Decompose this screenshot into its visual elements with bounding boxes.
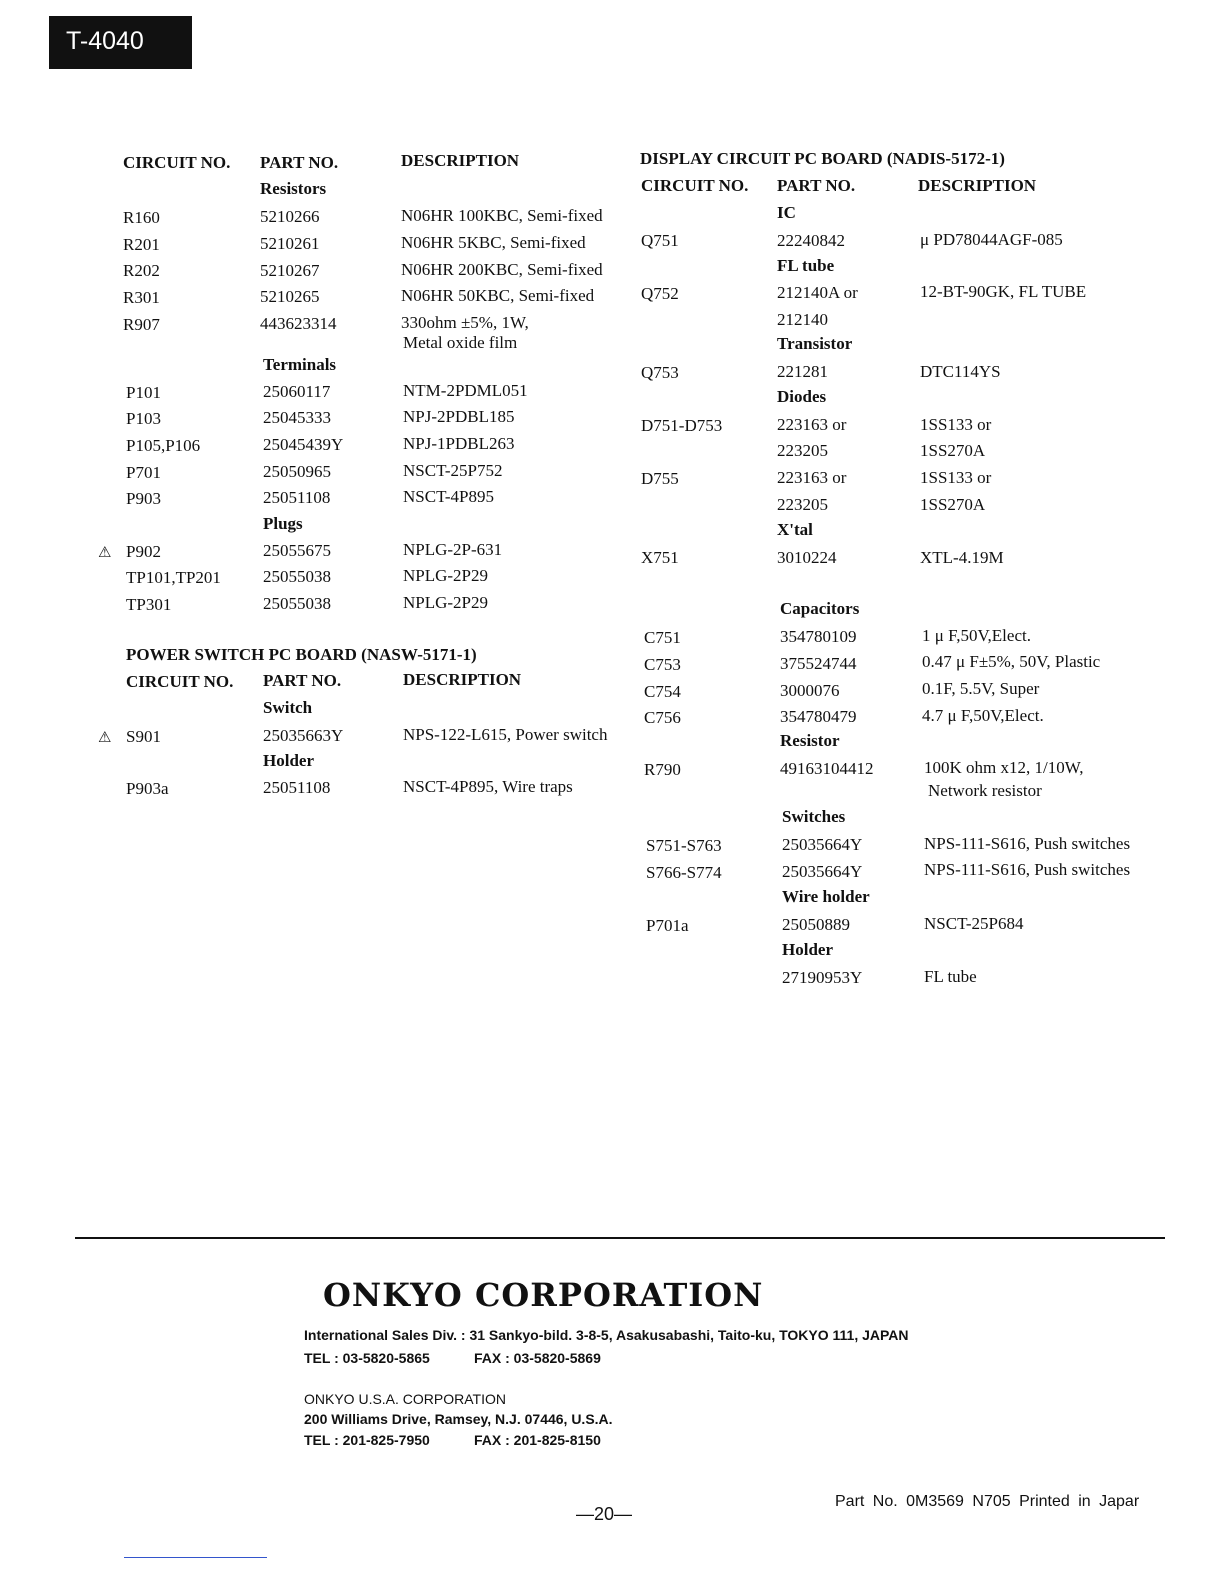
part-no: 25060117 <box>263 382 331 401</box>
description: NSCT-25P684 <box>924 914 1024 933</box>
description: NPJ-1PDBL263 <box>403 434 515 453</box>
part-no: 5210267 <box>260 261 320 280</box>
description: DTC114YS <box>920 362 1001 381</box>
group-title: Transistor <box>777 334 853 353</box>
description: 330ohm ±5%, 1W, <box>401 313 529 332</box>
usa-fax: FAX : 201-825-8150 <box>474 1432 601 1448</box>
part-no: 25035664Y <box>782 835 863 854</box>
group-title: Diodes <box>777 387 827 406</box>
col-header-desc: DESCRIPTION <box>401 151 520 170</box>
col-header-desc: DESCRIPTION <box>403 670 522 689</box>
part-no: 223205 <box>777 495 828 514</box>
part-no: 5210265 <box>260 287 320 306</box>
circuit-no: C753 <box>644 655 681 674</box>
description: N06HR 50KBC, Semi-fixed <box>401 286 595 305</box>
part-no: 25035664Y <box>782 862 863 881</box>
part-no: 354780109 <box>780 627 857 646</box>
section-title-power-switch: POWER SWITCH PC BOARD (NASW-5171-1) <box>126 645 477 664</box>
company-logo: ONKYO CORPORATION <box>323 1276 764 1314</box>
circuit-no: C754 <box>644 682 681 701</box>
circuit-no: R160 <box>123 208 160 227</box>
description: 1SS270A <box>920 495 986 514</box>
part-no: 25051108 <box>263 778 331 797</box>
description: NPLG-2P29 <box>403 593 489 612</box>
part-no: 443623314 <box>260 314 337 333</box>
description: NPLG-2P29 <box>403 566 489 585</box>
circuit-no: P701a <box>646 916 689 935</box>
description: 4.7 μ F,50V,Elect. <box>922 706 1044 725</box>
circuit-no: X751 <box>641 548 679 567</box>
description: 12-BT-90GK, FL TUBE <box>920 282 1087 301</box>
footer-divider <box>75 1237 1165 1239</box>
circuit-no: D755 <box>641 469 679 488</box>
group-title: FL tube <box>777 256 835 275</box>
description: FL tube <box>924 967 977 986</box>
description: 1SS270A <box>920 441 986 460</box>
part-no: 27190953Y <box>782 968 863 987</box>
section-title-display: DISPLAY CIRCUIT PC BOARD (NADIS-5172-1) <box>640 149 1005 168</box>
col-header-part: PART NO. <box>260 153 339 172</box>
group-title: IC <box>777 203 796 222</box>
part-no: 212140A or <box>777 283 858 302</box>
part-no: 25050965 <box>263 462 331 481</box>
col-header-part: PART NO. <box>263 671 342 690</box>
circuit-no: C756 <box>644 708 681 727</box>
description-cont: Metal oxide film <box>403 333 518 352</box>
circuit-no: Q752 <box>641 284 679 303</box>
circuit-no: TP101,TP201 <box>126 568 221 587</box>
warning-icon: ⚠ <box>98 728 112 746</box>
part-no: 223163 or <box>777 415 847 434</box>
usa-company: ONKYO U.S.A. CORPORATION <box>304 1391 506 1407</box>
circuit-no: P103 <box>126 409 161 428</box>
part-no: 22240842 <box>777 231 845 250</box>
part-no: 25045439Y <box>263 435 344 454</box>
description: NPLG-2P-631 <box>403 540 503 559</box>
circuit-no: R201 <box>123 235 160 254</box>
circuit-no: S901 <box>126 727 161 746</box>
part-no: 25055675 <box>263 541 331 560</box>
circuit-no: R301 <box>123 288 160 307</box>
description: 0.1F, 5.5V, Super <box>922 679 1040 698</box>
bottom-rule <box>124 1557 267 1558</box>
model-tab: T-4040 <box>49 16 192 69</box>
circuit-no: S751-S763 <box>646 836 722 855</box>
group-title: Holder <box>782 940 833 959</box>
part-no: 221281 <box>777 362 828 381</box>
group-title: Resistor <box>780 731 840 750</box>
description: N06HR 5KBC, Semi-fixed <box>401 233 586 252</box>
group-title: X'tal <box>777 520 813 539</box>
circuit-no: Q751 <box>641 231 679 250</box>
part-no: 25055038 <box>263 567 331 586</box>
part-no: 375524744 <box>780 654 857 673</box>
document-part-number: Part No. 0M3569 N705 Printed in Japar <box>835 1493 1140 1510</box>
description-cont: Network resistor <box>928 781 1042 800</box>
part-no: 25035663Y <box>263 726 344 745</box>
description: XTL-4.19M <box>920 548 1004 567</box>
part-no: 223205 <box>777 441 828 460</box>
part-no: 223163 or <box>777 468 847 487</box>
group-title: Terminals <box>263 355 337 374</box>
description: 0.47 μ F±5%, 50V, Plastic <box>922 652 1101 671</box>
circuit-no: R202 <box>123 261 160 280</box>
circuit-no: R790 <box>644 760 681 779</box>
part-no: 212140 <box>777 310 828 329</box>
circuit-no: P902 <box>126 542 161 561</box>
part-no: 25055038 <box>263 594 331 613</box>
warning-icon: ⚠ <box>98 543 112 561</box>
circuit-no: C751 <box>644 628 681 647</box>
part-no: 25050889 <box>782 915 850 934</box>
description: 1SS133 or <box>920 468 992 487</box>
col-header-circuit: CIRCUIT NO. <box>641 176 749 195</box>
usa-tel: TEL : 201-825-7950 <box>304 1432 430 1448</box>
page-number: —20— <box>576 1504 633 1524</box>
description: μ PD78044AGF-085 <box>920 230 1063 249</box>
part-no: 5210266 <box>260 207 320 226</box>
usa-address: 200 Williams Drive, Ramsey, N.J. 07446, U.S.A. <box>304 1411 613 1427</box>
intl-fax: FAX : 03-5820-5869 <box>474 1350 601 1366</box>
description: NPS-111-S616, Push switches <box>924 834 1131 853</box>
group-title: Switches <box>782 807 846 826</box>
circuit-no: P903a <box>126 779 169 798</box>
description: NPS-122-L615, Power switch <box>403 725 608 744</box>
part-no: 49163104412 <box>780 759 874 778</box>
col-header-desc: DESCRIPTION <box>918 176 1037 195</box>
group-title: Holder <box>263 751 314 770</box>
circuit-no: D751-D753 <box>641 416 723 435</box>
circuit-no: P105,P106 <box>126 436 201 455</box>
col-header-circuit: CIRCUIT NO. <box>123 153 231 172</box>
circuit-no: P101 <box>126 383 161 402</box>
intl-tel: TEL : 03-5820-5865 <box>304 1350 430 1366</box>
group-title: Resistors <box>260 179 327 198</box>
circuit-no: TP301 <box>126 595 172 614</box>
description: 1 μ F,50V,Elect. <box>922 626 1031 645</box>
description: N06HR 200KBC, Semi-fixed <box>401 260 603 279</box>
description: NPS-111-S616, Push switches <box>924 860 1131 879</box>
description: NPJ-2PDBL185 <box>403 407 515 426</box>
col-header-part: PART NO. <box>777 176 856 195</box>
part-no: 5210261 <box>260 234 320 253</box>
circuit-no: Q753 <box>641 363 679 382</box>
description: 100K ohm x12, 1/10W, <box>924 758 1084 777</box>
description: NSCT-25P752 <box>403 461 503 480</box>
description: NTM-2PDML051 <box>403 381 528 400</box>
intl-address: International Sales Div. : 31 Sankyo-bild. 3-8-5, Asakusabashi, Taito-ku, TOKYO 111, JAPAN <box>304 1327 909 1343</box>
part-no: 354780479 <box>780 707 857 726</box>
group-title: Switch <box>263 698 313 717</box>
description: NSCT-4P895 <box>403 487 495 506</box>
part-no: 3010224 <box>777 548 837 567</box>
circuit-no: P903 <box>126 489 161 508</box>
group-title: Capacitors <box>780 599 860 618</box>
circuit-no: S766-S774 <box>646 863 722 882</box>
group-title: Plugs <box>263 514 303 533</box>
circuit-no: P701 <box>126 463 161 482</box>
part-no: 3000076 <box>780 681 840 700</box>
description: 1SS133 or <box>920 415 992 434</box>
group-title: Wire holder <box>782 887 870 906</box>
part-no: 25045333 <box>263 408 331 427</box>
part-no: 25051108 <box>263 488 331 507</box>
description: N06HR 100KBC, Semi-fixed <box>401 206 603 225</box>
description: NSCT-4P895, Wire traps <box>403 777 573 796</box>
col-header-circuit: CIRCUIT NO. <box>126 672 234 691</box>
circuit-no: R907 <box>123 315 160 334</box>
